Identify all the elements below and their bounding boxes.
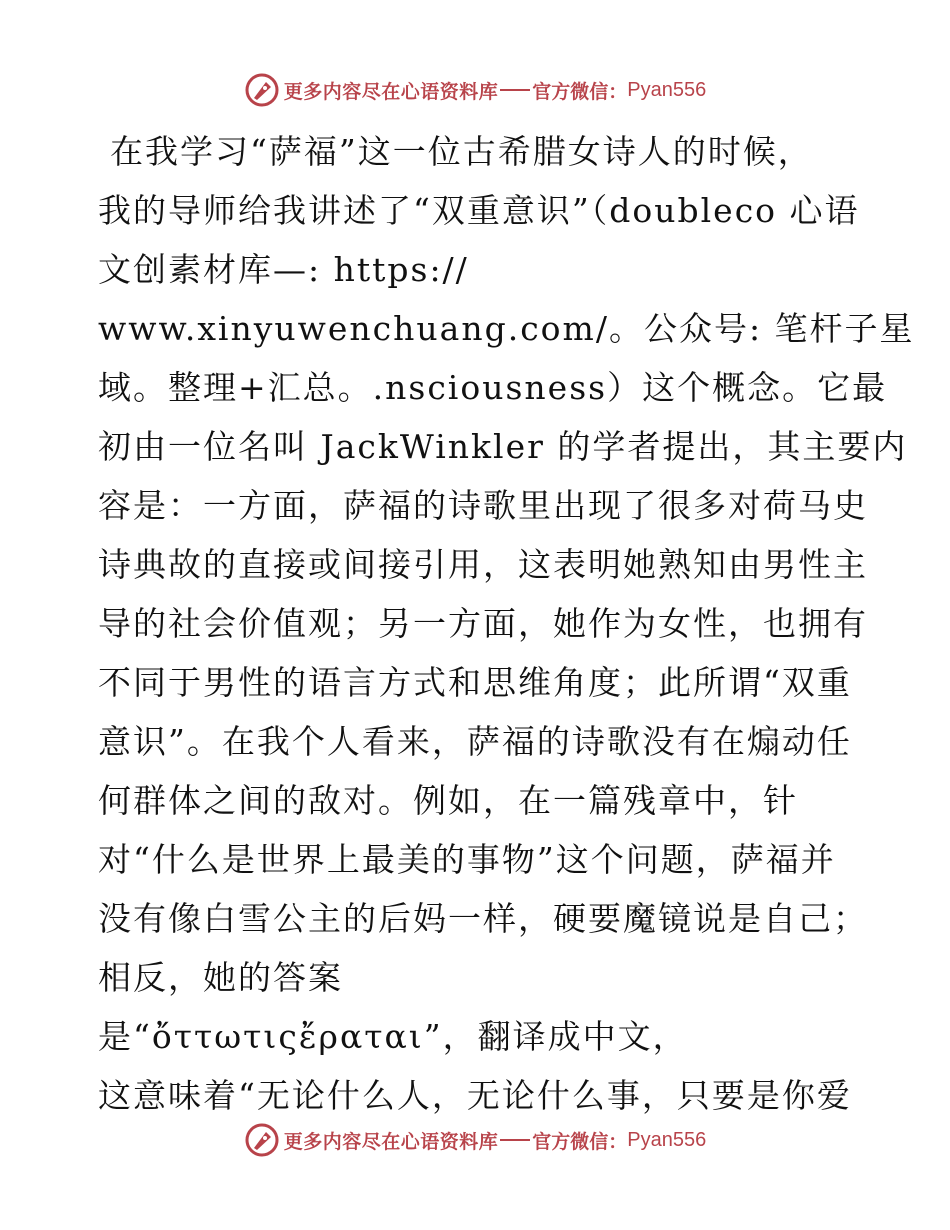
body-line: 初由一位名叫 JackWinkler 的学者提出，其主要内 bbox=[98, 427, 908, 466]
pen-nib-logo-icon bbox=[244, 1122, 280, 1158]
header-banner bbox=[0, 70, 950, 110]
footer-wechat-id: Pyan556 bbox=[627, 1128, 707, 1151]
body-line: 意识”。在我个人看来，萨福的诗歌没有在煽动任 bbox=[98, 722, 852, 761]
body-line: 域。整理+汇总。.nsciousness）这个概念。它最 bbox=[98, 368, 888, 407]
body-line: 在我学习“萨福”这一位古希腊女诗人的时候， bbox=[110, 132, 813, 171]
body-line: 文创素材库—: https:// bbox=[98, 250, 469, 289]
body-line: 导的社会价值观；另一方面，她作为女性，也拥有 bbox=[98, 604, 868, 643]
footer-wechat-label: 官方微信： bbox=[532, 1130, 628, 1153]
body-line: 没有像白雪公主的后妈一样，硬要魔镜说是自己； bbox=[98, 899, 868, 938]
body-line: 不同于男性的语言方式和思维角度；此所谓“双重 bbox=[98, 663, 852, 702]
body-line: 容是：一方面，萨福的诗歌里出现了很多对荷马史 bbox=[98, 486, 868, 525]
body-line: 对“什么是世界上最美的事物”这个问题，萨福并 bbox=[98, 840, 836, 879]
header-wechat-label: 官方微信： bbox=[532, 80, 628, 103]
header-divider bbox=[500, 89, 530, 91]
footer-banner bbox=[0, 1120, 950, 1160]
body-line: www.xinyuwenchuang.com/。公众号: 笔杆子星 bbox=[98, 309, 915, 348]
document-body bbox=[98, 122, 915, 1125]
body-line: 相反，她的答案 bbox=[98, 958, 343, 997]
footer-tagline: 更多内容尽在心语资料库 bbox=[283, 1130, 499, 1153]
pen-nib-logo-icon bbox=[244, 72, 280, 108]
footer-divider bbox=[500, 1139, 530, 1141]
header-tagline: 更多内容尽在心语资料库 bbox=[283, 80, 499, 103]
body-line: 这意味着“无论什么人，无论什么事，只要是你爱 bbox=[98, 1076, 852, 1115]
body-line-greek-quote: 是“ὄττωτιςἔραται”，翻译成中文， bbox=[98, 1017, 688, 1056]
body-line: 何群体之间的敌对。例如，在一篇残章中，针 bbox=[98, 781, 798, 820]
body-line: 我的导师给我讲述了“双重意识”（doubleco 心语 bbox=[98, 191, 860, 230]
body-line: 诗典故的直接或间接引用，这表明她熟知由男性主 bbox=[98, 545, 868, 584]
header-wechat-id: Pyan556 bbox=[627, 78, 707, 101]
